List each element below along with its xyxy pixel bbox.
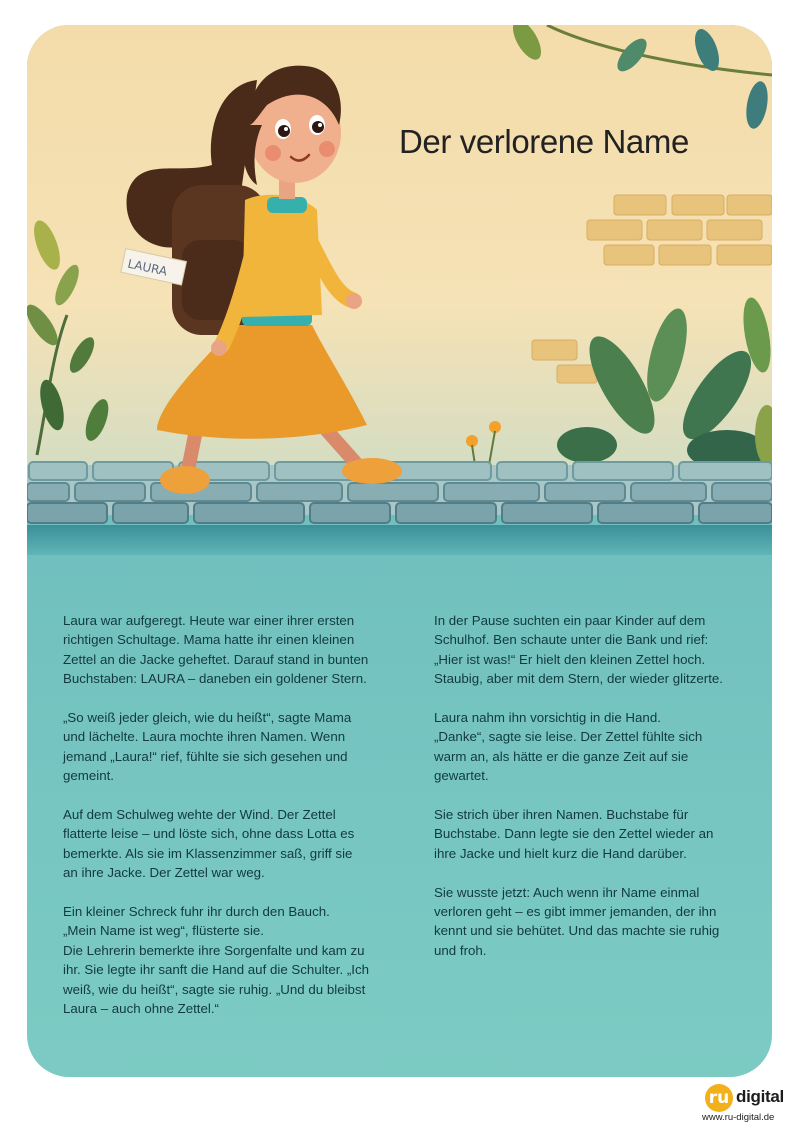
story-paragraph: Laura nahm ihn vorsichtig in die Hand. „Danke“, sagte sie leise. Der Zettel fühlte sich warm an, als hätte er die ganze Zeit auf sie gewartet. <box>434 710 703 784</box>
story-paragraph: Sie wusste jetzt: Auch wenn ihr Name einmal verloren geht – es gibt immer jemanden, der ihn kennt und sie behütet. Und das machte sie ruhig und froh. <box>434 884 720 958</box>
svg-text:LAURA: LAURA <box>126 256 169 279</box>
story-paragraph: „So weiß jeder gleich, wie du heißt“, sagte Mama und lächelte. Laura mochte ihren Namen. Wenn jemand „Laura!“ rief, fühlte sie sich gesehen und gemeint. <box>63 710 352 784</box>
logo-wordmark: digital <box>736 1087 784 1106</box>
story-title: Der verlorene Name <box>399 123 689 160</box>
story-card <box>27 25 772 1077</box>
story-paragraph: In der Pause suchten ein paar Kinder auf dem Schulhof. Ben schaute unter die Bank und rief: „Hier ist was!“ Er hielt den kleinen Zettel hoch. Staubig, aber mit dem Stern, der wieder glitzerte. <box>434 613 723 687</box>
illustration <box>27 25 772 555</box>
ru-digital-logo[interactable] <box>700 1078 796 1128</box>
footer-url[interactable]: www.ru-digital.de <box>702 1112 775 1123</box>
logo-badge: ru <box>705 1084 733 1112</box>
story-paragraph: Auf dem Schulweg wehte der Wind. Der Zettel flatterte leise – und löste sich, ohne dass Lotta es bemerkte. Als sie im Klassenzimmer saß, griff sie an ihre Jacke. Der Zettel war weg. <box>63 807 355 881</box>
story-paragraph: Laura war aufgeregt. Heute war einer ihrer ersten richtigen Schultage. Mama hatte ihr einen kleinen Zettel an die Jacke geheftet. Darauf stand in bunten Buchstaben: LAURA – daneben ein goldener Stern. <box>63 613 369 687</box>
story-column-left <box>63 611 383 1038</box>
story-paragraph: Sie strich über ihren Namen. Buchstabe für Buchstabe. Dann legte sie den Zettel wieder an ihre Jacke und hielt kurz die Hand darüber. <box>434 807 714 861</box>
story-paragraph: Ein kleiner Schreck fuhr ihr durch den Bauch. „Mein Name ist weg“, flüsterte sie. Die Lehrerin bemerkte ihre Sorgenfalte und kam zu ihr. Sie legte ihr sanft die Hand auf die Schulter. „Ich weiß, wie du heißt“, sagte sie ruhig. „Und du bleibst Laura – auch ohne Zettel.“ <box>63 904 370 1017</box>
story-column-right <box>434 611 754 980</box>
